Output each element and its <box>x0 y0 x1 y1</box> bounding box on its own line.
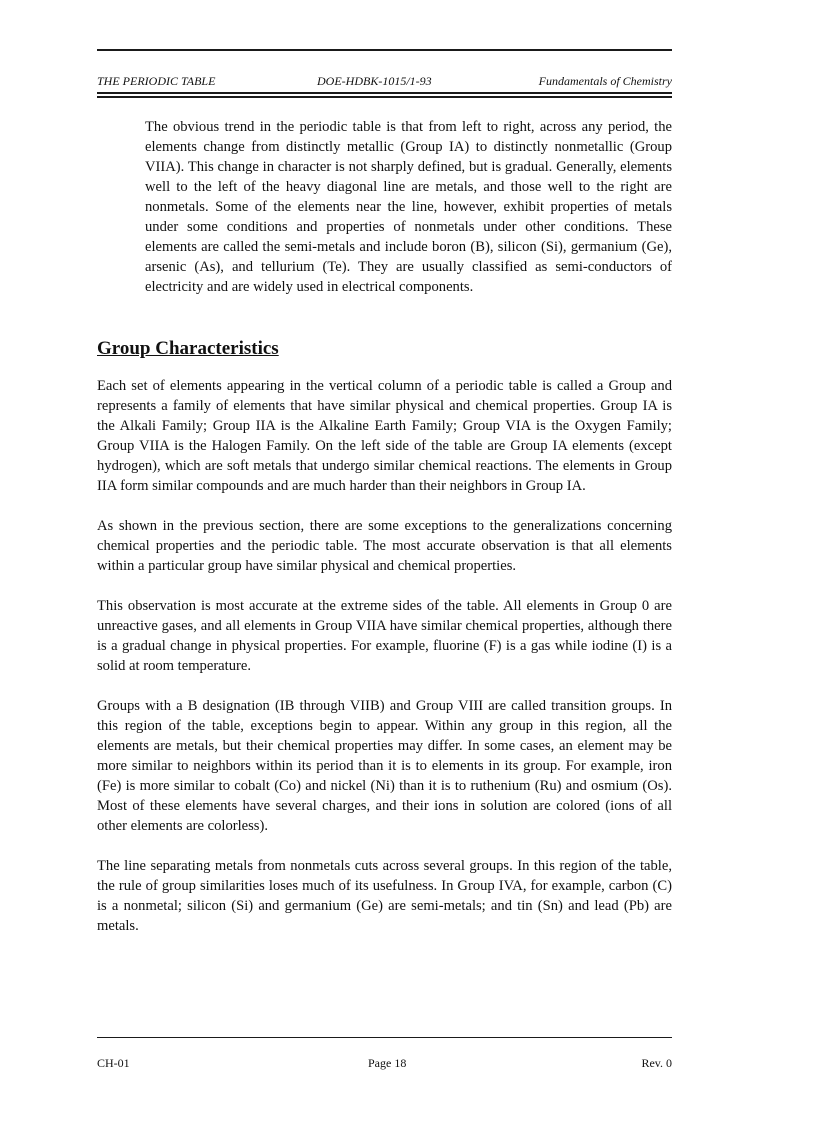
header-document-title: THE PERIODIC TABLE <box>97 74 216 88</box>
intro-paragraph: The obvious trend in the periodic table is that from left to right, across any period, the elements change from distinctly metallic (Group IA) to distinctly nonmetallic (Group VIIA). This change in character is not sharply defined, but is gradual. Generally, elements well to the left of the heavy diagonal line are metals, and those well to the right are nonmetals. Some of the elements near the line, however, exhibit properties of metals under some conditions and properties of nonmetals under other conditions. These elements are called the semi-metals and include boron (B), silicon (Si), germanium (Ge), arsenic (As), and tellurium (Te). They are usually classified as semi-conductors of electricity and are widely used in electrical components. <box>145 119 672 295</box>
header-top-rule <box>97 49 672 51</box>
section-heading: Group Characteristics <box>97 338 279 359</box>
header-document-number: DOE-HDBK-1015/1-93 <box>317 74 432 88</box>
page-number: Page 18 <box>368 1056 407 1070</box>
running-header <box>97 73 672 91</box>
body-paragraph-2: As shown in the previous section, there are some exceptions to the generalizations concerning chemical properties and the periodic table. The most accurate observation is that all elements within a particular group have similar physical and chemical properties. <box>97 518 672 574</box>
body-paragraph-3: This observation is most accurate at the extreme sides of the table. All elements in Group 0 are unreactive gases, and all elements in Group VIIA have similar chemical properties, although there is a gradual change in physical properties. For example, fluorine (F) is a gas while iodine (I) is a solid at room temperature. <box>97 598 672 674</box>
running-footer <box>97 1055 672 1073</box>
footer-module-code: CH-01 <box>97 1056 130 1070</box>
header-handbook-name: Fundamentals of Chemistry <box>538 74 672 88</box>
body-paragraph-5: The line separating metals from nonmetals cuts across several groups. In this region of the table, the rule of group similarities loses much of its usefulness. In Group IVA, for example, carbon (C) is a nonmetal; silicon (Si) and germanium (Ge) are semi-metals; and tin (Sn) and lead (Pb) are metals. <box>97 858 672 934</box>
footer-revision: Rev. 0 <box>641 1056 672 1070</box>
body-paragraph-1: Each set of elements appearing in the vertical column of a periodic table is called a Group and represents a family of elements that have similar physical and chemical properties. Group IA is the Alkali Family; Group IIA is the Alkaline Earth Family; Group VIA is the Oxygen Family; Group VIIA is the Halogen Family. On the left side of the table are Group IA elements (except hydrogen), which are soft metals that undergo similar chemical reactions. The elements in Group IIA form similar compounds and are much harder than their neighbors in Group IA. <box>97 378 672 494</box>
footer-rule <box>97 1037 672 1038</box>
body-paragraph-4: Groups with a B designation (IB through VIIB) and Group VIII are called transition groups. In this region of the table, exceptions begin to appear. Within any group in this region, all the elements are metals, but their chemical properties may differ. In some cases, an element may be more similar to neighbors within its period than it is to elements in its group. For example, iron (Fe) is more similar to cobalt (Co) and nickel (Ni) than it is to ruthenium (Ru) and osmium (Os). Most of these elements have several charges, and their ions in solution are colored (ions of all other elements are colorless). <box>97 698 672 834</box>
header-bottom-rule-double <box>97 96 672 98</box>
page-body <box>97 117 672 936</box>
header-bottom-rule <box>97 92 672 94</box>
